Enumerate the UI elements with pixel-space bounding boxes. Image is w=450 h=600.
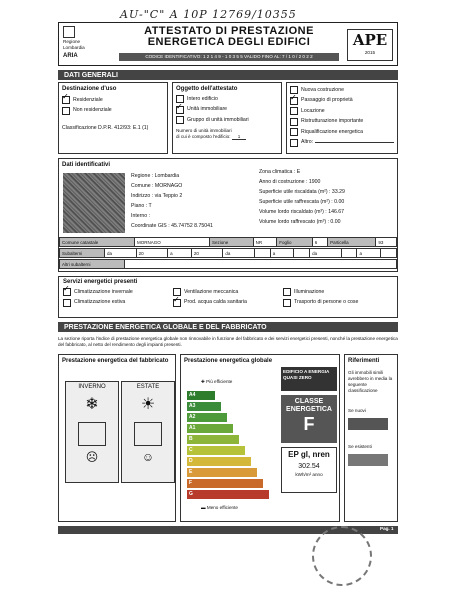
location-info bbox=[131, 173, 251, 230]
se-esistenti-label: Se esistenti bbox=[348, 444, 372, 449]
service-label-4: Prod. acqua calda sanitaria bbox=[184, 299, 247, 305]
classe-box bbox=[281, 395, 337, 443]
superficie-raffrescata: Superficie utile raffrescata (m²) : 0.00 bbox=[259, 199, 345, 205]
page-number: Pag. 1 bbox=[380, 526, 394, 531]
service-label-1: Ventilazione meccanica bbox=[184, 288, 239, 295]
summer-face-icon: ☺ bbox=[141, 450, 155, 464]
superficie-riscaldata: Superficie utile riscaldata (m²) : 33.29 bbox=[259, 189, 345, 195]
class-b-bar: B bbox=[187, 435, 239, 444]
se-nuovi-arrow bbox=[348, 418, 388, 430]
subalterni-row bbox=[60, 249, 397, 258]
class-f-bar: F bbox=[187, 479, 263, 488]
non-residenziale-checkbox[interactable] bbox=[62, 107, 70, 115]
handwritten-reference: AU-"C" A 10P 12769/10355 bbox=[120, 8, 297, 21]
volume-raffrescato: Volume lordo raffrescato (m³) : 0.00 bbox=[259, 219, 341, 225]
ristrutturazione-checkbox[interactable] bbox=[290, 118, 298, 126]
piu-efficiente: ✚ Più efficiente bbox=[201, 379, 233, 384]
servizi-box bbox=[58, 276, 398, 318]
building-info bbox=[259, 169, 395, 226]
passaggio-proprieta-checkbox[interactable] bbox=[290, 97, 298, 105]
residenziale-label: Residenziale bbox=[73, 96, 103, 103]
cell-sezione: NR bbox=[253, 238, 277, 247]
cell-a-2-value bbox=[294, 249, 310, 258]
dati-generali-bar: DATI GENERALI bbox=[58, 70, 398, 80]
classe-label: CLASSE ENERGETICA bbox=[286, 398, 332, 413]
altro-checkbox[interactable] bbox=[290, 139, 298, 147]
subalterni-table bbox=[59, 248, 397, 258]
comune: Comune : MORNAGO bbox=[131, 183, 183, 189]
class-a4-bar: A4 bbox=[187, 391, 215, 400]
acqua-calda-checkbox[interactable] bbox=[173, 299, 181, 307]
cell-a-1-value: 20 bbox=[191, 249, 223, 258]
se-nuovi-label: Se nuovi bbox=[348, 408, 366, 413]
riferimenti-text: Gli immobili simili avrebbero in media la seguente classificazione bbox=[348, 370, 393, 393]
interno: Interno : bbox=[131, 213, 151, 219]
piano: Piano : T bbox=[131, 203, 152, 209]
nuova-costruzione-label: Nuova costruzione bbox=[301, 86, 344, 93]
certificate-header bbox=[58, 22, 398, 66]
cell-foglio: 6 bbox=[312, 238, 327, 247]
code-line: CODICE IDENTIFICATIVO: 1 2 1 4 9 - 1 0 3 5 5 VALIDO FINO AL: 7 / 1 0 / 2 0 2 2 bbox=[119, 53, 339, 61]
destinazione-title: Destinazione d'uso bbox=[62, 86, 117, 92]
riferimenti-box bbox=[344, 354, 398, 522]
nzeb-box: EDIFICIO A ENERGIA QUASI ZERO bbox=[281, 367, 337, 391]
class-e-bar: E bbox=[187, 468, 257, 477]
logo-region-top: Regione bbox=[63, 39, 81, 44]
globale-box bbox=[180, 354, 340, 522]
cell-sezione-label: Sezione bbox=[210, 238, 254, 247]
logo-region-bottom: Lombardia bbox=[63, 45, 85, 50]
title-line-1: ATTESTATO DI PRESTAZIONE bbox=[144, 25, 314, 37]
meno-efficiente: ▬ Meno efficiente bbox=[201, 505, 238, 510]
class-g-bar: G bbox=[187, 490, 269, 499]
climatizzazione-invernale-checkbox[interactable] bbox=[63, 288, 71, 296]
unita-immobiliare-checkbox[interactable] bbox=[176, 106, 184, 114]
cell-da-1-value: 20 bbox=[136, 249, 168, 258]
house-icon bbox=[78, 422, 106, 446]
class-a3-bar: A3 bbox=[187, 402, 221, 411]
destinazione-box bbox=[58, 82, 168, 154]
locazione-label: Locazione bbox=[301, 107, 325, 114]
estate-label: ESTATE bbox=[136, 384, 160, 390]
altro-label: Altro: bbox=[301, 139, 314, 145]
non-residenziale-label: Non residenziale bbox=[73, 107, 112, 113]
inverno-panel bbox=[65, 381, 119, 483]
illuminazione-checkbox[interactable] bbox=[283, 288, 291, 296]
class-c-bar: C bbox=[187, 446, 245, 455]
gruppo-unita-label: Gruppo di unità immobiliari bbox=[187, 116, 249, 123]
ep-unit: kWh/m² anno bbox=[295, 472, 323, 477]
ape-logo-text: APE bbox=[352, 31, 388, 49]
cell-comune-catastale-label: Comune catastale bbox=[60, 238, 135, 247]
energy-scale bbox=[187, 391, 277, 501]
meno-efficiente-label: Meno efficiente bbox=[206, 505, 238, 510]
prestazione-description: La sezione riporta l'indice di prestazione energetica globale non rinnovabile in funzione del fabbricato e dei servizi energetici presenti, nonché la prestazione energetica del fabbricato, al netto del rendimento degli impianti presenti. bbox=[58, 336, 398, 347]
oggetto-box bbox=[172, 82, 282, 154]
title-line-2: ENERGETICA DEGLI EDIFICI bbox=[147, 36, 311, 48]
oggetto-title: Oggetto dell'attestato bbox=[176, 86, 238, 92]
altri-subalterni-table bbox=[59, 259, 397, 269]
di-cui-value: 1 bbox=[232, 134, 247, 140]
catasto-row-1 bbox=[60, 238, 397, 247]
ep-label: EP gl, nren bbox=[288, 450, 330, 459]
cell-da-1: da bbox=[105, 249, 137, 258]
classificazione: Classificazione D.P.R. 412/93: E.1 (1) bbox=[62, 124, 149, 131]
unita-immobiliare-label: Unità immobiliare bbox=[187, 106, 228, 112]
cell-da-3-value bbox=[341, 249, 357, 258]
coordinate: Coordinate GIS : 45.74752 8.75041 bbox=[131, 223, 213, 229]
aerial-photo bbox=[63, 173, 125, 233]
ape-logo bbox=[347, 29, 393, 61]
cell-da-3: da bbox=[310, 249, 342, 258]
se-esistenti-arrow bbox=[348, 454, 388, 466]
inverno-label: INVERNO bbox=[78, 384, 106, 390]
riqualificazione-label: Riqualificazione energetica bbox=[301, 128, 363, 135]
official-stamp bbox=[312, 526, 372, 586]
regione: Regione : Lombardia bbox=[131, 173, 180, 179]
house-icon bbox=[134, 422, 162, 446]
classe-value: F bbox=[303, 414, 315, 434]
zona-climatica: Zona climatica : E bbox=[259, 169, 301, 175]
dati-identificativi-box bbox=[58, 158, 398, 272]
cell-a-3-value bbox=[381, 249, 397, 258]
intero-edificio-label: Intero edificio bbox=[187, 95, 218, 102]
cell-altri-subalterni-label: Altri subalterni bbox=[60, 260, 125, 269]
class-d-bar: D bbox=[187, 457, 251, 466]
indirizzo: Indirizzo : via Teppio 2 bbox=[131, 193, 183, 199]
cell-a-2: a bbox=[270, 249, 294, 258]
trasporto-checkbox[interactable] bbox=[283, 299, 291, 307]
prestazione-bar: PRESTAZIONE ENERGETICA GLOBALE E DEL FABBRICATO bbox=[58, 322, 398, 332]
service-label-0: Climatizzazione invernale bbox=[74, 288, 133, 295]
fabbricato-title: Prestazione energetica del fabbricato bbox=[62, 358, 169, 364]
di-cui-label: di cui è composto l'edificio: bbox=[176, 134, 231, 139]
cell-subalterni-label: Subalterni bbox=[60, 249, 105, 258]
riqualificazione-checkbox[interactable] bbox=[290, 128, 298, 136]
ristrutturazione-label: Ristrutturazione importante bbox=[301, 118, 364, 124]
gruppo-unita-checkbox[interactable] bbox=[176, 116, 184, 124]
piu-efficiente-label: Più efficiente bbox=[206, 379, 233, 384]
volume-riscaldato: Volume lordo riscaldato (m³) : 146.67 bbox=[259, 209, 345, 215]
numero-unita-label: Numero di unità immobiliari bbox=[176, 128, 232, 133]
region-logo bbox=[63, 26, 99, 59]
cell-particella-label: Particella bbox=[328, 238, 376, 247]
cell-da-2-value bbox=[254, 249, 270, 258]
anno-costruzione: Anno di costruzione : 1900 bbox=[259, 179, 321, 185]
dati-identificativi-title: Dati identificativi bbox=[62, 162, 111, 168]
service-label-2: Illuminazione bbox=[294, 288, 325, 295]
cell-foglio-label: Foglio bbox=[277, 238, 312, 247]
altri-subalterni-row bbox=[60, 260, 397, 269]
cell-a-1: a bbox=[168, 249, 192, 258]
passaggio-proprieta-label: Passaggio di proprietà bbox=[301, 97, 353, 103]
climatizzazione-estiva-checkbox[interactable] bbox=[63, 299, 71, 307]
class-a2-bar: A2 bbox=[187, 413, 227, 422]
motivazione-box bbox=[286, 82, 398, 154]
catasto-table bbox=[59, 237, 397, 247]
cell-particella: 93 bbox=[376, 238, 397, 247]
cell-a-3: a bbox=[357, 249, 381, 258]
fabbricato-box bbox=[58, 354, 176, 522]
ep-box bbox=[281, 447, 337, 493]
cell-da-2: da bbox=[223, 249, 255, 258]
sun-icon: ☀ bbox=[140, 396, 156, 413]
ep-value: 302.54 bbox=[298, 463, 320, 470]
class-a1-bar: A1 bbox=[187, 424, 233, 433]
cell-altri-subalterni bbox=[125, 260, 397, 269]
servizi-title: Servizi energetici presenti bbox=[63, 279, 138, 285]
service-label-3: Climatizzazione estiva bbox=[74, 299, 126, 305]
winter-face-icon: ☹ bbox=[85, 450, 99, 464]
cell-comune-catastale: MORNAGO bbox=[135, 238, 210, 247]
snowflake-icon: ❄ bbox=[85, 396, 99, 413]
aria-logo: ARIA bbox=[63, 53, 78, 59]
locazione-checkbox[interactable] bbox=[290, 107, 298, 115]
ape-year: 2015 bbox=[364, 50, 376, 55]
estate-panel bbox=[121, 381, 175, 483]
residenziale-checkbox[interactable] bbox=[62, 96, 70, 104]
globale-title: Prestazione energetica globale bbox=[184, 358, 273, 364]
service-label-5: Trasporto di persone o cose bbox=[294, 299, 359, 305]
riferimenti-title: Riferimenti bbox=[348, 358, 380, 364]
